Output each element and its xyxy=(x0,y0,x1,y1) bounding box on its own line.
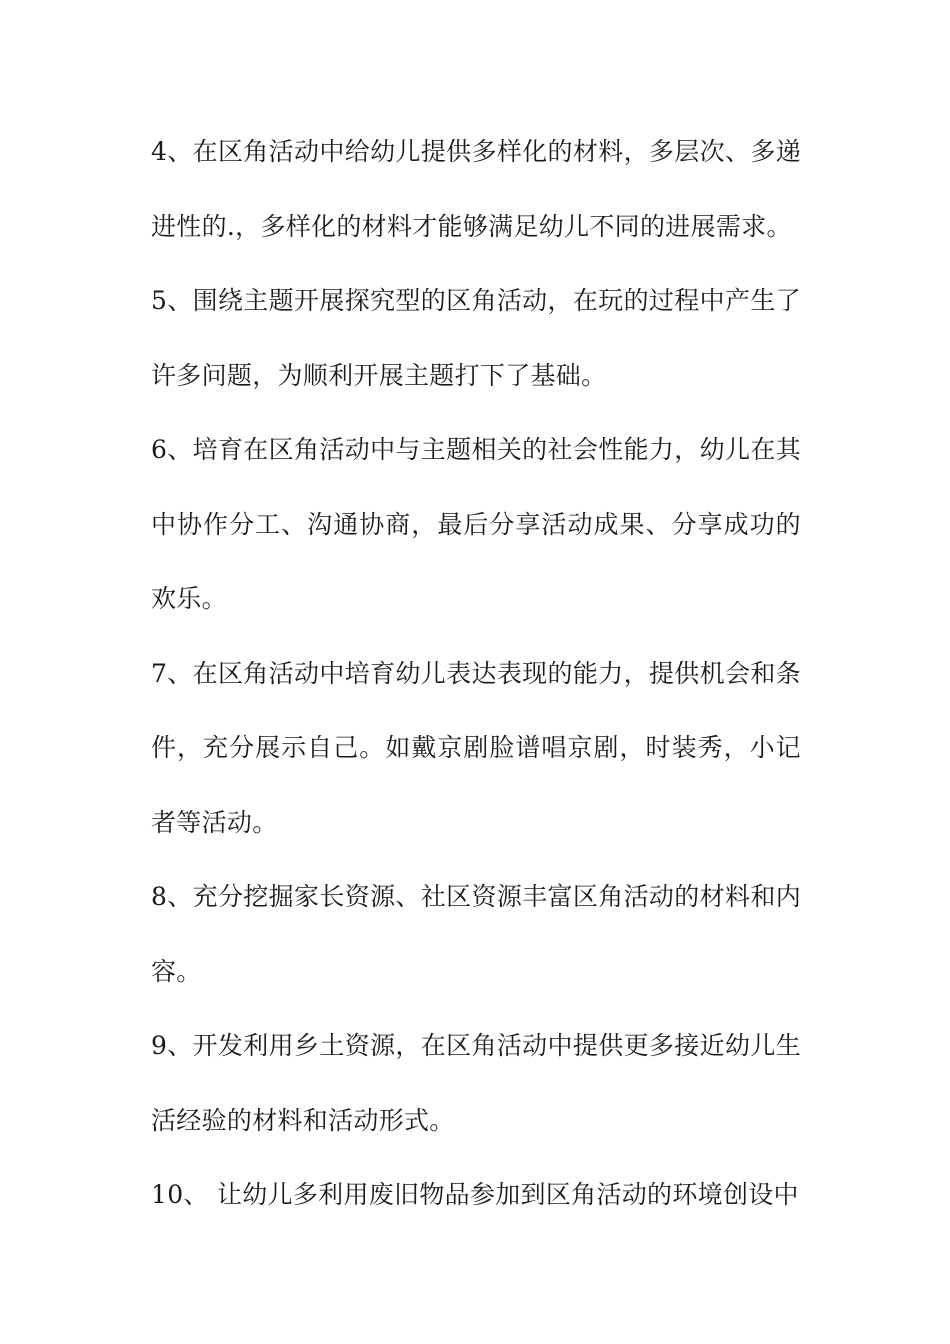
paragraph-item-7: 7、在区角活动中培育幼儿表达表现的能力，提供机会和条件，充分展示自己。如戴京剧脸谱唱京剧，时装秀，小记者等活动。 xyxy=(151,658,801,837)
document-body xyxy=(151,115,801,1233)
paragraph-item-9: 9、开发利用乡土资源，在区角活动中提供更多接近幼儿生活经验的材料和活动形式。 xyxy=(151,1031,801,1135)
paragraph-item-5: 5、围绕主题开展探究型的区角活动，在玩的过程中产生了许多问题，为顺利开展主题打下了基础。 xyxy=(151,286,801,390)
paragraph-item-8: 8、充分挖掘家长资源、社区资源丰富区角活动的材料和内容。 xyxy=(151,882,801,986)
paragraph-item-4: 4、在区角活动中给幼儿提供多样化的材料，多层次、多递进性的.，多样化的材料才能够满足幼儿不同的进展需求。 xyxy=(151,137,801,241)
paragraph-item-10: 10、 让幼儿多利用废旧物品参加到区角活动的环境创设中 xyxy=(151,1180,799,1209)
paragraph-item-6: 6、培育在区角活动中与主题相关的社会性能力，幼儿在其中协作分工、沟通协商，最后分享活动成果、分享成功的欢乐。 xyxy=(151,435,801,613)
